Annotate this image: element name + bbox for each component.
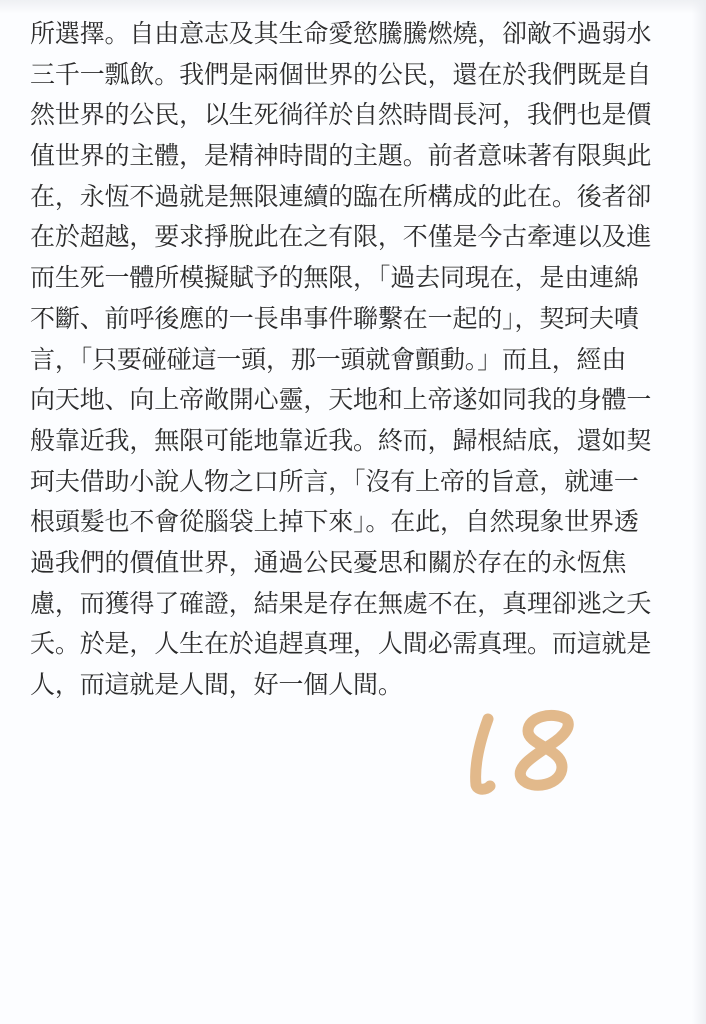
handwritten-page-number xyxy=(466,705,586,800)
text-line: 向天地、向上帝敞開心靈，天地和上帝遂如同我的身體一 xyxy=(30,385,652,415)
text-line: 值世界的主體，是精神時間的主題。前者意味著有限與此 xyxy=(30,141,652,171)
right-edge-shadow xyxy=(692,0,706,1024)
text-line: 不斷、前呼後應的一長串事件聯繫在一起的」，契珂夫嘖 xyxy=(30,303,639,333)
text-line: 過我們的價值世界，通過公民憂思和關於存在的永恆焦 xyxy=(30,547,627,577)
top-edge-shadow xyxy=(0,0,706,14)
text-line: 珂夫借助小說人物之口所言，「沒有上帝的旨意，就連一 xyxy=(30,466,639,496)
text-line: 人，而這就是人間，好一個人間。 xyxy=(30,670,403,699)
text-line: 夭。於是，人生在於追趕真理，人間必需真理。而這就是 xyxy=(30,629,652,659)
text-line: 而生死一體所模擬賦予的無限，「過去同現在，是由連綿 xyxy=(30,263,639,293)
text-line: 根頭髮也不會從腦袋上掉下來」。在此，自然現象世界透 xyxy=(30,507,639,537)
text-line: 所選擇。自由意志及其生命愛慾騰騰燃燒，卻敵不過弱水 xyxy=(30,19,652,48)
text-line: 慮，而獲得了確證，結果是存在無處不在，真理卻逃之夭 xyxy=(30,588,652,618)
text-line: 言，「只要碰碰這一頭，那一頭就會顫動。」而且，經由 xyxy=(30,344,627,374)
text-line: 在，永恆不過就是無限連續的臨在所構成的此在。後者卻 xyxy=(30,181,652,211)
body-text xyxy=(30,14,680,706)
text-line: 然世界的公民，以生死徜徉於自然時間長河，我們也是價 xyxy=(30,100,652,130)
text-line: 般靠近我，無限可能地靠近我。終而，歸根結底，還如契 xyxy=(30,425,652,455)
text-line: 在於超越，要求掙脫此在之有限，不僅是今古牽連以及進 xyxy=(30,222,652,252)
text-line: 三千一瓢飲。我們是兩個世界的公民，還在於我們既是自 xyxy=(30,59,652,89)
